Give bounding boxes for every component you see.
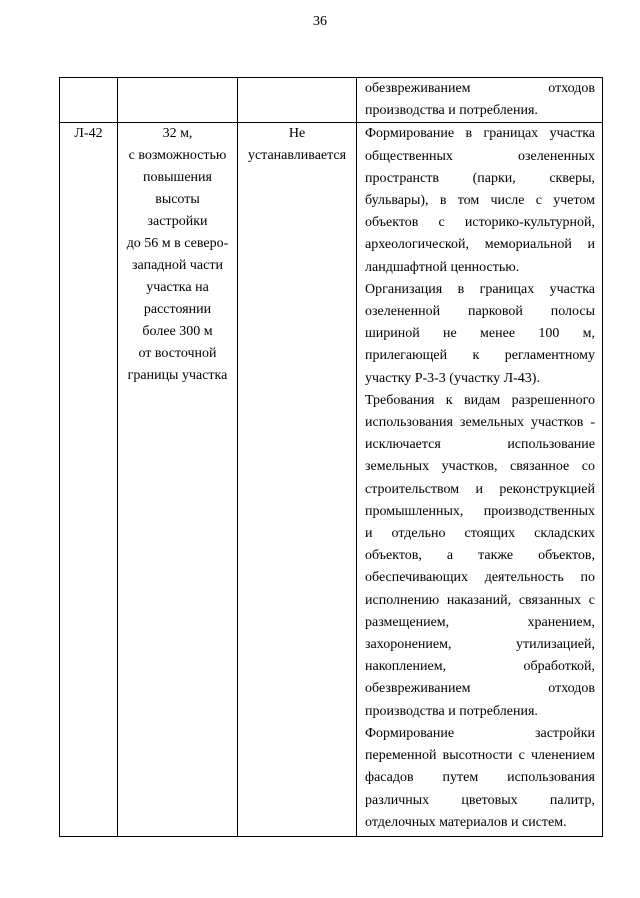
description-line: археологической, мемориальной и [365,237,595,253]
description-line: объектов, а также объектов, [365,548,595,564]
description-line: захоронением, утилизацией, [365,637,595,653]
cell-description [357,123,603,837]
description-line: исключается использование [365,437,595,453]
description-line: строительством и реконструкцией [365,481,595,497]
description-line: исполнению наказаний, связанных с [365,592,595,608]
table-row-continuation [60,78,603,123]
description-line: промышленных, производственных [365,503,595,519]
description-line: отделочных материалов и систем. [365,814,567,830]
height-line: 32 м, [162,126,193,142]
note-line: устанавливается [247,148,347,164]
description-line: общественных озелененных [365,148,595,164]
height-line: расстоянии [143,302,212,318]
description-line: ландшафтной ценностью. [365,259,520,275]
description-line: обезвреживанием отходов [365,81,595,96]
description-line: земельных участков, связанное со [365,459,595,475]
description-line: участку Р-3-3 (участку Л-43). [365,370,540,386]
description-line: Требования к видам разрешенного [365,392,595,408]
description-line: производства и потребления. [365,703,538,719]
height-line: застройки [147,214,208,230]
description-text [357,123,602,836]
height-line: до 56 м в северо- [126,236,229,252]
cell-note-empty [238,78,357,123]
cell-code [60,123,118,837]
height-line: западной части [132,258,223,274]
cell-height [118,123,238,837]
description-line: прилегающей к регламентному [365,348,595,364]
height-line: участка на [146,280,209,296]
description-line: Формирование в границах участка [365,126,595,142]
note-text [238,123,356,167]
height-line: с возможностью [128,148,227,164]
regulations-table [59,77,603,837]
description-line: использования земельных участков - [365,415,595,431]
description-line: накоплением, обработкой, [365,659,595,675]
description-line: размещением, хранением, [365,614,595,630]
description-line: производства и потребления. [365,103,538,119]
cell-description-continuation [357,78,603,123]
description-line: обезвреживанием отходов [365,681,595,697]
height-line: от восточной [138,346,217,362]
height-line: более 300 м [142,324,213,340]
height-line: повышения [143,170,212,186]
page-number: 36 [313,14,327,29]
cell-height-empty [118,78,238,123]
table-row-l42 [60,123,603,837]
height-line: границы участка [127,368,228,384]
description-line: озелененной парковой полосы [365,304,595,320]
description-line: объектов с историко-культурной, [365,215,595,231]
description-line: бульвары), в том числе с учетом [365,193,595,209]
description-line: пространств (парки, скверы, [365,170,595,186]
height-line: высоты [155,192,200,208]
description-line: Организация в границах участка [365,281,595,297]
height-text [118,123,237,387]
note-line: Не [288,126,306,142]
description-line: шириной не менее 100 м, [365,326,595,342]
description-line: переменной высотности с членением [365,748,595,764]
zone-code: Л-42 [74,126,103,142]
cell-code-empty [60,78,118,123]
description-line: обеспечивающих деятельность по [365,570,595,586]
description-line: Формирование застройки [365,725,595,741]
description-line: фасадов путем использования [365,770,595,786]
cell-note [238,123,357,837]
description-line: различных цветовых палитр, [365,792,595,808]
description-line: и отдельно стоящих складских [365,526,595,542]
